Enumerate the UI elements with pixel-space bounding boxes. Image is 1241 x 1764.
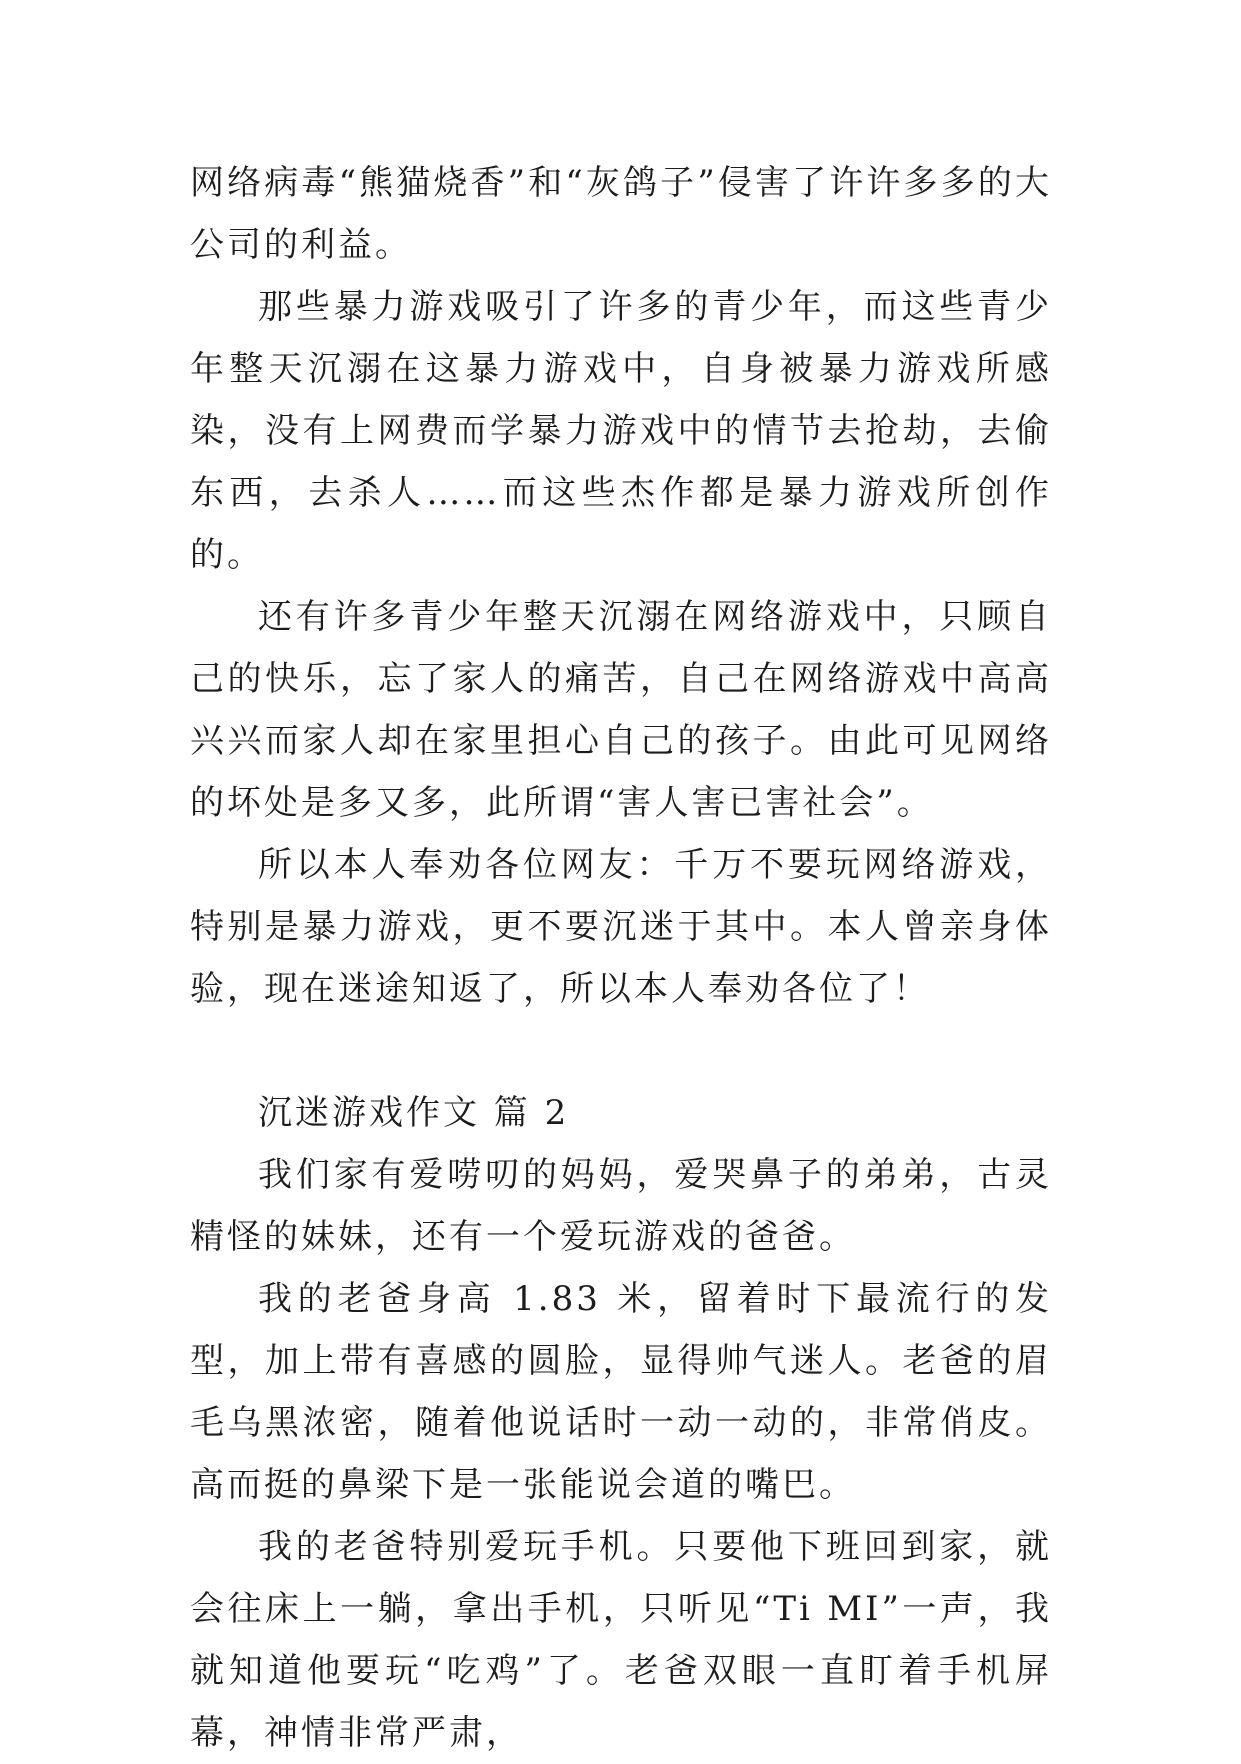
document-body	[190, 152, 1052, 1764]
paragraph: 那些暴力游戏吸引了许多的青少年，而这些青少年整天沉溺在这暴力游戏中，自身被暴力游戏所感染，没有上网费而学暴力游戏中的情节去抢劫，去偷东西，去杀人……而这些杰作都是暴力游戏所创作的。	[190, 287, 1052, 575]
paragraph: 还有许多青少年整天沉溺在网络游戏中，只顾自己的快乐，忘了家人的痛苦，自己在网络游戏中高高兴兴而家人却在家里担心自己的孩子。由此可见网络的坏处是多又多，此所谓“害人害已害社会”。	[190, 597, 1052, 823]
section-heading: 沉迷游戏作文 篇 2	[258, 1093, 570, 1133]
paragraph: 我的老爸特别爱玩手机。只要他下班回到家，就会往床上一躺，拿出手机，只听见“Ti MI”一声，我就知道他要玩“吃鸡”了。老爸双眼一直盯着手机屏幕，神情非常严肃，	[190, 1527, 1052, 1753]
paragraph: 我们家有爱唠叨的妈妈，爱哭鼻子的弟弟，古灵精怪的妹妹，还有一个爱玩游戏的爸爸。	[190, 1155, 1052, 1257]
paragraph: 我的老爸身高 1.83 米，留着时下最流行的发型，加上带有喜感的圆脸，显得帅气迷人。老爸的眉毛乌黑浓密，随着他说话时一动一动的，非常俏皮。高而挺的鼻梁下是一张能说会道的嘴巴。	[190, 1279, 1052, 1505]
paragraph: 网络病毒“熊猫烧香”和“灰鸽子”侵害了许许多多的大公司的利益。	[190, 163, 1052, 265]
paragraph: 所以本人奉劝各位网友：千万不要玩网络游戏，特别是暴力游戏，更不要沉迷于其中。本人曾亲身体验，现在迷途知返了，所以本人奉劝各位了！	[190, 845, 1052, 1009]
